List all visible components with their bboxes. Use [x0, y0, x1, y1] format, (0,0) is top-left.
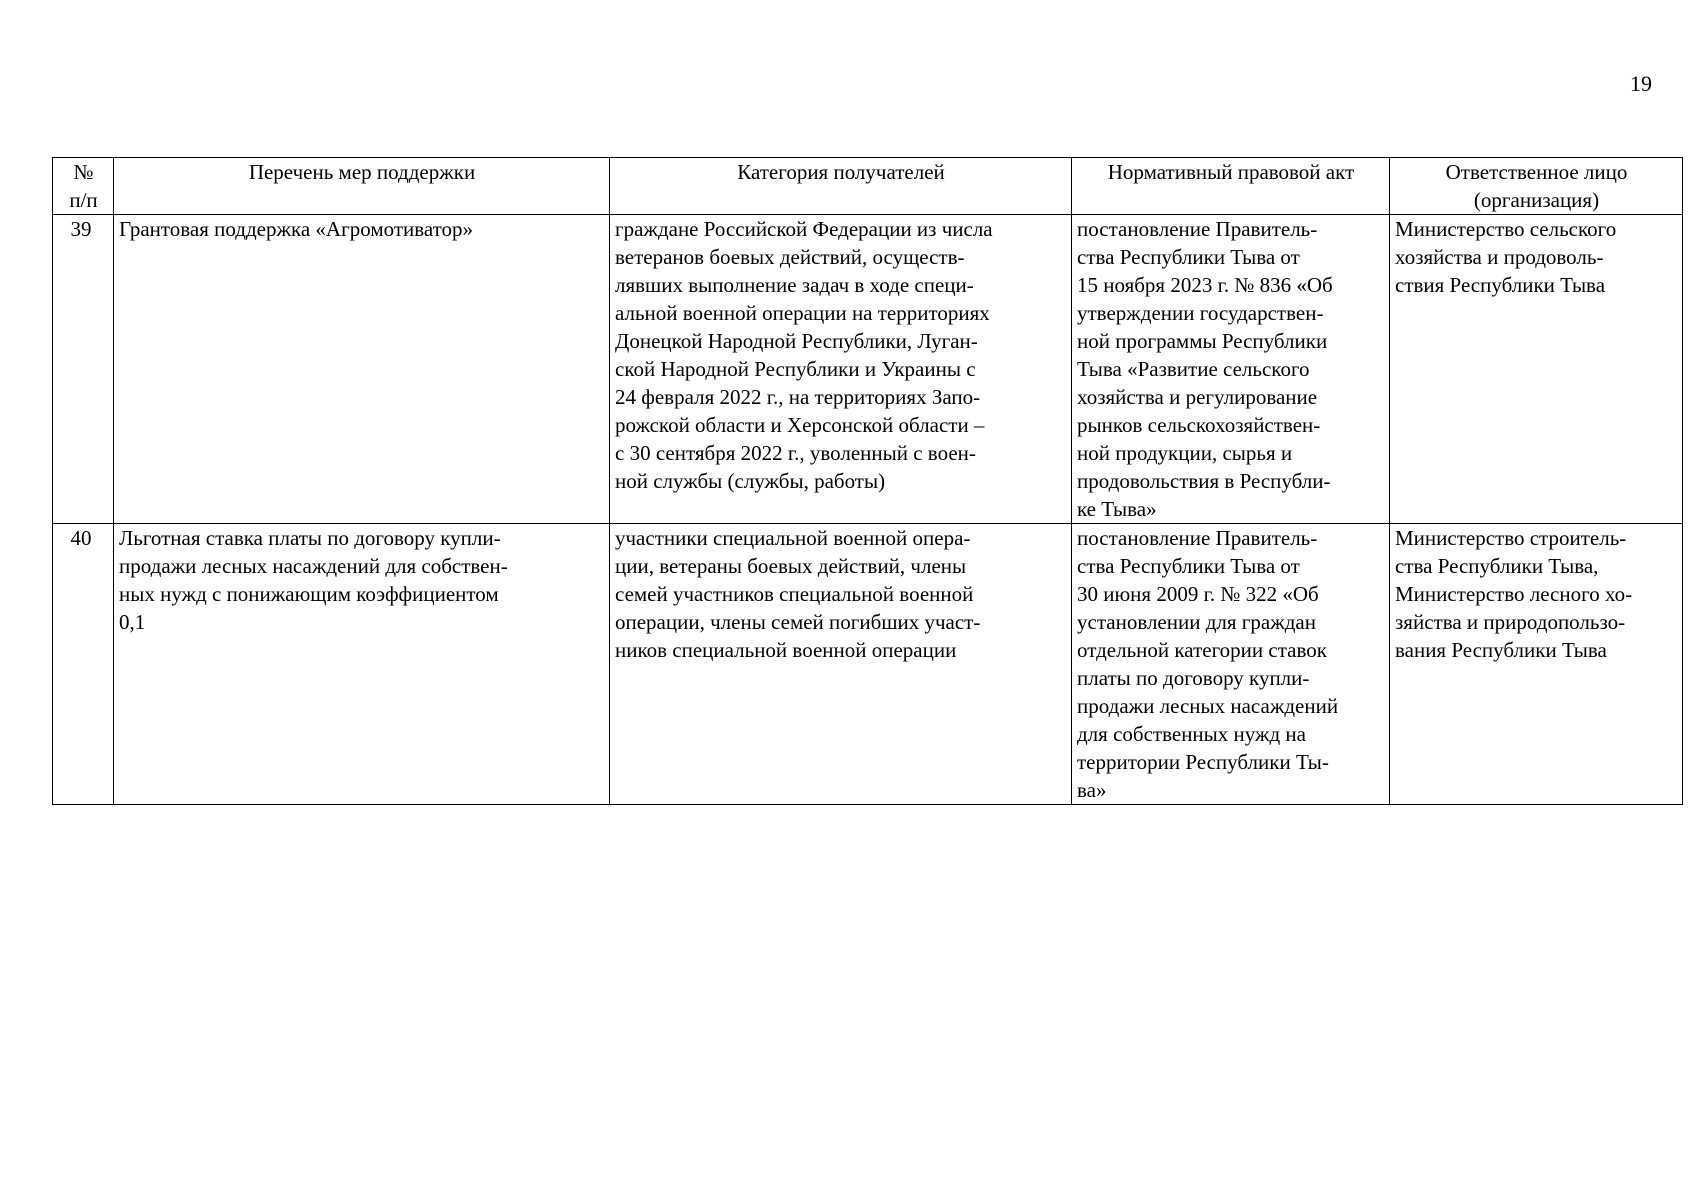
category-cell: участники специальной военной опера- ции, ветераны боевых действий, члены семей участников специальной военной операции, члены семей погибших участ- ников специальной военной операции [610, 524, 1072, 805]
header-responsible: Ответственное лицо (организация) [1390, 158, 1683, 215]
legal-act-cell: постановление Правитель- ства Республики Тыва от 15 ноября 2023 г. № 836 «Об утверждении государствен- ной программы Республики Тыва «Развитие сельского хозяйства и регулирование рынков сельскохозяйствен- ной продукции, сырья и продовольствия в Республи- ке Тыва» [1072, 215, 1390, 524]
header-category: Категория получателей [610, 158, 1072, 215]
legal-act-cell: постановление Правитель- ства Республики Тыва от 30 июня 2009 г. № 322 «Об установлении для граждан отдельной категории ставок платы по договору купли- продажи лесных насаждений для собственных нужд на территории Республики Ты- ва» [1072, 524, 1390, 805]
category-cell: граждане Российской Федерации из числа ветеранов боевых действий, осуществ- лявших выполнение задач в ходе специ- альной военной операции на территориях Донецкой Народной Республики, Луган- ской Народной Республики и Украины с 24 февраля 2022 г., на территориях Запо- рожской области и Херсонской области – с 30 сентября 2022 г., уволенный с воен- ной службы (службы, работы) [610, 215, 1072, 524]
responsible-cell: Министерство строитель- ства Республики Тыва, Министерство лесного хо- зяйства и природопользо- вания Республики Тыва [1390, 524, 1683, 805]
header-act: Нормативный правовой акт [1072, 158, 1390, 215]
header-measure: Перечень мер поддержки [114, 158, 610, 215]
table-row [53, 215, 1683, 524]
table-header-row [53, 158, 1683, 215]
support-measures-table [52, 157, 1683, 805]
measure-cell: Грантовая поддержка «Агромотиватор» [114, 215, 610, 524]
page-number: 19 [1630, 71, 1652, 96]
row-number: 39 [53, 215, 114, 524]
row-number: 40 [53, 524, 114, 805]
table-row [53, 524, 1683, 805]
responsible-cell: Министерство сельского хозяйства и продоволь- ствия Республики Тыва [1390, 215, 1683, 524]
measure-cell: Льготная ставка платы по договору купли- продажи лесных насаждений для собствен- ных нужд с понижающим коэффициентом 0,1 [114, 524, 610, 805]
header-num: № п/п [53, 158, 114, 215]
